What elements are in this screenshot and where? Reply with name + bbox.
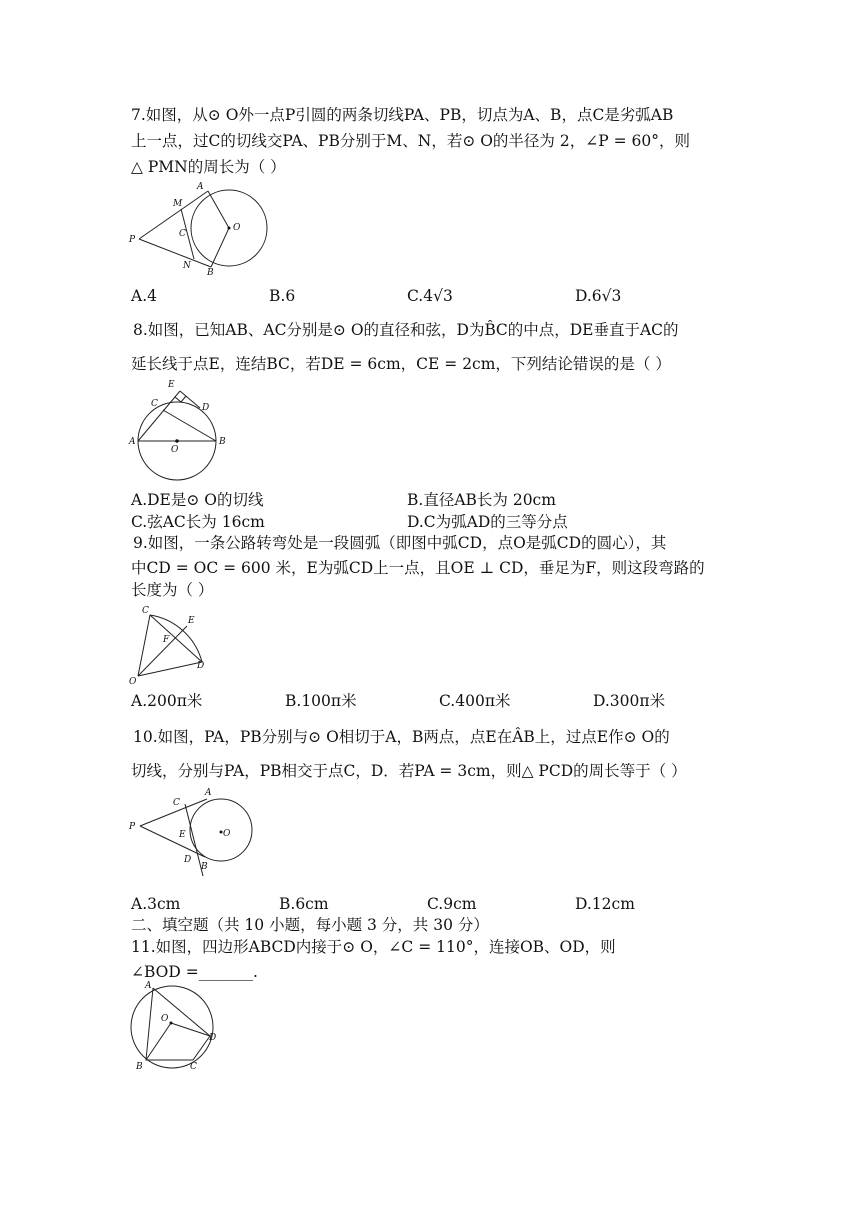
q8-option-a[interactable]: A.DE是⊙ O的切线 (131, 491, 264, 509)
q10-label-c: C (173, 798, 180, 808)
q7-label-c: C (179, 229, 186, 239)
q7-label-a: A (197, 182, 204, 192)
q9-option-b[interactable]: B.100π米 (285, 692, 357, 710)
q8-label-a: A (129, 437, 136, 447)
q7-label-m: M (173, 199, 183, 209)
q11-label-o: O (161, 1014, 169, 1024)
q7-option-d[interactable]: D.6√3 (575, 287, 622, 305)
q8-label-c: C (151, 399, 158, 409)
q9-label-e: E (188, 616, 195, 626)
q10-label-o: O (223, 829, 231, 839)
section-2-heading: 二、填空题（共 10 小题，每小题 3 分，共 30 分） (131, 916, 489, 934)
q11-figure (125, 980, 225, 1075)
q9-label-o: O (129, 677, 137, 687)
q11-label-a: A (145, 981, 152, 991)
q10-label-a: A (205, 788, 212, 798)
q7-label-b: B (207, 268, 214, 278)
q9-figure (125, 602, 215, 687)
q8-option-b[interactable]: B.直径AB长为 20cm (407, 491, 556, 509)
q10-line-1: 10.如图，PA，PB分别与⊙ O相切于A，B两点，点E在ÂB上，过点E作⊙ O的 (133, 728, 670, 746)
q11-label-b: B (136, 1062, 143, 1072)
q10-label-p: P (129, 822, 136, 832)
q10-label-b: B (201, 862, 208, 872)
q10-option-a[interactable]: A.3cm (131, 895, 181, 913)
q9-line-3: 长度为（ ） (131, 581, 214, 599)
q8-figure (125, 376, 240, 486)
q9-label-f: F (163, 635, 170, 645)
q7-line-3: △ PMN的周长为（ ） (131, 158, 286, 176)
q11-line-1: 11.如图，四边形ABCD内接于⊙ O，∠C = 110°，连接OB、OD，则 (131, 938, 616, 956)
q10-figure (125, 786, 260, 881)
q9-option-c[interactable]: C.400π米 (439, 692, 511, 710)
q7-line-1: 7.如图，从⊙ O外一点P引圆的两条切线PA、PB，切点为A、B，点C是劣弧AB (131, 106, 674, 124)
q10-option-c[interactable]: C.9cm (427, 895, 477, 913)
q10-label-d: D (184, 855, 192, 865)
q7-label-o: O (233, 223, 241, 233)
q10-line-2: 切线，分别与PA，PB相交于点C，D．若PA = 3cm，则△ PCD的周长等于（ ） (131, 762, 687, 780)
q10-label-e: E (179, 830, 186, 840)
q11-label-c: C (190, 1062, 197, 1072)
q9-line-1: 9.如图，一条公路转弯处是一段圆弧（即图中弧CD，点O是弧CD的圆心），其 (133, 534, 667, 552)
q7-label-n: N (183, 261, 191, 271)
q7-label-p: P (129, 235, 136, 245)
q8-option-d[interactable]: D.C为弧AD的三等分点 (407, 513, 568, 531)
q8-option-c[interactable]: C.弦AC长为 16cm (131, 513, 265, 531)
q7-option-b[interactable]: B.6 (269, 287, 296, 305)
q11-line-2: ∠BOD =_______. (131, 963, 258, 981)
q7-line-2: 上一点，过C的切线交PA、PB分别于M、N，若⊙ O的半径为 2，∠P = 60°，则 (131, 132, 690, 150)
q8-label-o: O (171, 445, 179, 455)
q8-label-d: D (202, 403, 210, 413)
q7-option-c[interactable]: C.4√3 (407, 287, 453, 305)
q10-option-b[interactable]: B.6cm (279, 895, 329, 913)
q9-label-c: C (142, 606, 149, 616)
q10-option-d[interactable]: D.12cm (575, 895, 635, 913)
q9-line-2: 中CD = OC = 600 米，E为弧CD上一点，且OE ⊥ CD，垂足为F，则这段弯路的 (131, 559, 705, 577)
q9-label-d: D (197, 661, 205, 671)
q8-line-1: 8.如图，已知AB、AC分别是⊙ O的直径和弦，D为B̂C的中点，DE垂直于AC的 (133, 321, 679, 339)
q7-option-a[interactable]: A.4 (131, 287, 157, 305)
q8-label-e: E (168, 380, 175, 390)
q9-option-d[interactable]: D.300π米 (593, 692, 666, 710)
q9-option-a[interactable]: A.200π米 (131, 692, 203, 710)
q8-label-b: B (219, 437, 226, 447)
q8-line-2: 延长线于点E，连结BC，若DE = 6cm，CE = 2cm，下列结论错误的是（ ） (131, 355, 671, 373)
q11-label-d: D (209, 1033, 217, 1043)
q7-figure (125, 178, 275, 278)
